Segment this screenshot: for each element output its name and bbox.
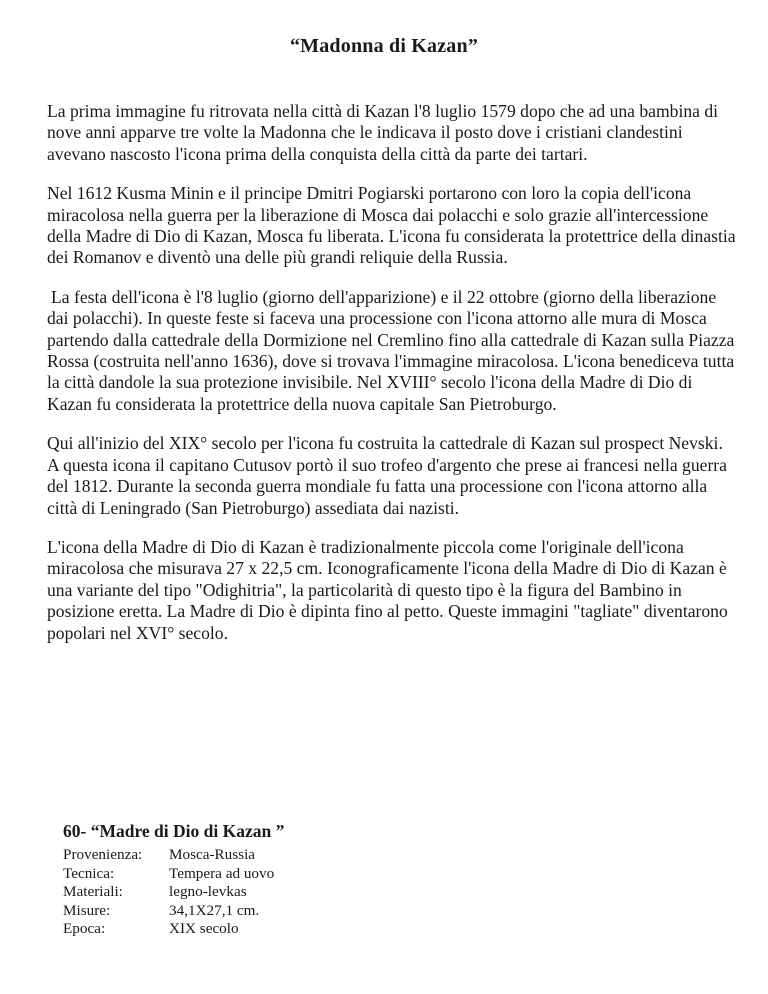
spec-label: Provenienza: <box>63 846 143 863</box>
document-title: “Madonna di Kazan” <box>289 35 479 57</box>
paragraph-3: La festa dell'icona è l'8 luglio (giorno dell'apparizione) e il 22 ottobre (giorno della liberazione dai polacchi). In queste feste si faceva una processione con l'icona attorno alle mura di Mosca partendo dalla cattedrale della Dormizione nel Cremlino fino alla cattedrale di Kazan sulla Piazza Rossa (costruita nell'anno 1636), dove si trovava l'immagine miracolosa. L'icona benediceva tutta la città dandole la sua protezione invisibile. Nel XVIII° secolo l'icona della Madre di Dio di Kazan fu considerata la protettrice della nuova capitale San Pietroburgo. <box>47 286 735 414</box>
paragraph-1: La prima immagine fu ritrovata nella città di Kazan l'8 luglio 1579 dopo che ad una bambina di nove anni apparve tre volte la Madonna che le indicava il posto dove i cristiani clandestini avevano nascosto l'icona prima della conquista della città da parte dei tartari. <box>47 101 719 164</box>
spec-row-misure <box>63 902 274 921</box>
spec-value: XIX secolo <box>169 920 239 938</box>
spec-value: legno-levkas <box>169 883 247 901</box>
spec-value: 34,1X27,1 cm. <box>169 901 260 919</box>
document-body <box>47 101 737 662</box>
spec-row-provenienza <box>63 846 274 865</box>
spec-row-materiali <box>63 883 274 902</box>
paragraph-2: Nel 1612 Kusma Minin e il principe Dmitri Pogiarski portarono con loro la copia dell'icona miracolosa nella guerra per la liberazione di Mosca dai polacchi e solo grazie all'intercessione della Madre di Dio di Kazan, Mosca fu liberata. L'icona fu considerata la protettrice della dinastia dei Romanov e diventò una delle più grandi reliquie della Russia. <box>47 183 736 268</box>
spec-value: Tempera ad uovo <box>169 864 275 882</box>
spec-table <box>63 846 274 939</box>
catalog-entry <box>63 821 563 939</box>
spec-value: Mosca-Russia <box>169 846 256 863</box>
spec-row-epoca <box>63 920 274 939</box>
paragraph-4: Qui all'inizio del XIX° secolo per l'icona fu costruita la cattedrale di Kazan sul prospect Nevski. A questa icona il capitano Cutusov portò il suo trofeo d'argento che prese ai francesi nella guerra del 1812. Durante la seconda guerra mondiale fu fatta una processione con l'icona attorno alla città di Leningrado (San Pietroburgo) assediata dai nazisti. <box>47 433 727 518</box>
catalog-title: 60- “Madre di Dio di Kazan ” <box>63 821 285 841</box>
spec-label: Misure: <box>63 901 111 919</box>
spec-row-tecnica <box>63 865 274 884</box>
spec-label: Materiali: <box>63 883 123 901</box>
spec-label: Epoca: <box>63 920 106 938</box>
paragraph-5: L'icona della Madre di Dio di Kazan è tradizionalmente piccola come l'originale dell'icona miracolosa che misurava 27 x 22,5 cm. Iconograficamente l'icona della Madre di Dio di Kazan è una variante del tipo "Odighitria", la particolarità di questo tipo è la figura del Bambino in posizione eretta. La Madre di Dio è dipinta fino al petto. Queste immagini "tagliate" diventarono popolari nel XVI° secolo. <box>47 536 728 643</box>
spec-label: Tecnica: <box>63 864 115 882</box>
